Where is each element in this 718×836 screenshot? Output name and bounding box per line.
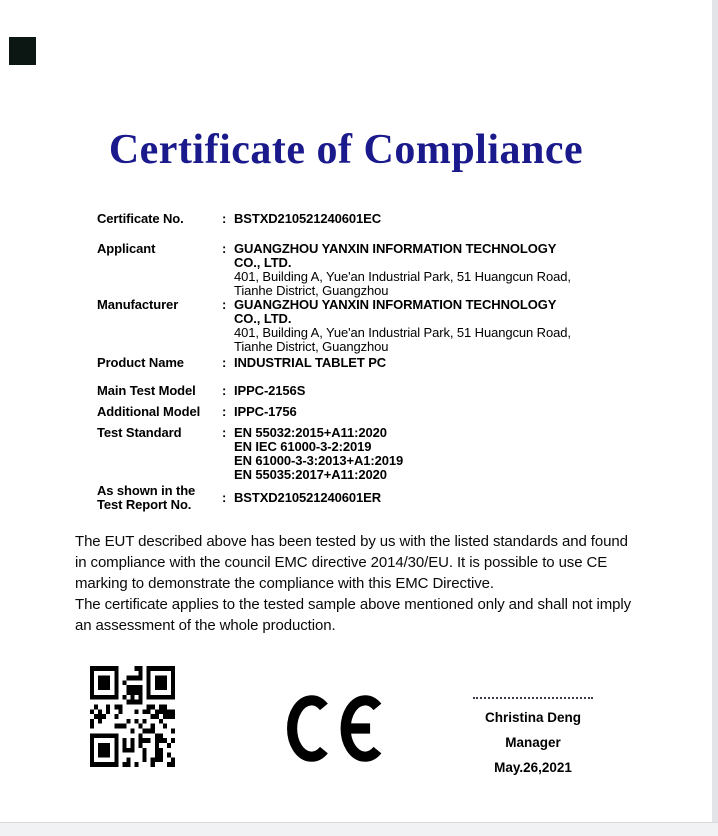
signature-date: May.26,2021 bbox=[494, 760, 572, 775]
declaration-line: in compliance with the council EMC directive 2014/30/EU. It is possible to use CE bbox=[75, 554, 608, 571]
field-value-line: IPPC-2156S bbox=[234, 383, 306, 398]
qr-code bbox=[90, 666, 175, 767]
signature-block bbox=[443, 697, 623, 780]
field-value-line: INDUSTRIAL TABLET PC bbox=[234, 355, 387, 370]
signature-role: Manager bbox=[505, 735, 561, 750]
field-colon: : bbox=[222, 490, 227, 505]
declaration-line: an assessment of the whole production. bbox=[75, 617, 336, 634]
signature-name: Christina Deng bbox=[484, 710, 581, 725]
field-value bbox=[234, 426, 678, 482]
field-row bbox=[97, 356, 678, 370]
signature-dotted-line bbox=[473, 697, 593, 699]
field-value-line: EN 61000-3-3:2013+A1:2019 bbox=[234, 453, 404, 468]
field-value-line: 401, Building A, Yue'an Industrial Park, 51 Huangcun Road, bbox=[234, 269, 571, 284]
field-value bbox=[234, 491, 678, 505]
field-value-line: CO., LTD. bbox=[234, 311, 292, 326]
field-row bbox=[97, 298, 678, 354]
declaration-text bbox=[75, 531, 678, 636]
field-colon: : bbox=[222, 383, 227, 398]
declaration-line: marking to demonstrate the compliance with this EMC Directive. bbox=[75, 575, 494, 592]
certificate-fields-section bbox=[97, 212, 678, 512]
field-colon: : bbox=[222, 404, 227, 419]
field-row bbox=[97, 212, 678, 226]
field-value bbox=[234, 212, 678, 226]
field-label: Main Test Model bbox=[97, 383, 196, 398]
declaration-line: The EUT described above has been tested by us with the listed standards and found bbox=[75, 533, 628, 550]
field-row bbox=[97, 242, 678, 298]
field-row bbox=[97, 405, 678, 419]
declaration-line: The certificate applies to the tested sample above mentioned only and shall not imply bbox=[75, 596, 631, 613]
field-value bbox=[234, 356, 678, 370]
field-value-line: 401, Building A, Yue'an Industrial Park, 51 Huangcun Road, bbox=[234, 325, 571, 340]
field-value-line: BSTXD210521240601EC bbox=[234, 211, 381, 226]
field-label: Applicant bbox=[97, 241, 156, 256]
field-value-line: EN IEC 61000-3-2:2019 bbox=[234, 439, 372, 454]
field-row bbox=[97, 484, 678, 512]
field-value-line: EN 55032:2015+A11:2020 bbox=[234, 425, 387, 440]
field-value bbox=[234, 405, 678, 419]
field-label: Product Name bbox=[97, 355, 184, 370]
field-label: As shown in the Test Report No. bbox=[97, 483, 196, 512]
field-value-line: IPPC-1756 bbox=[234, 404, 297, 419]
field-row bbox=[97, 426, 678, 482]
field-label: Manufacturer bbox=[97, 297, 179, 312]
field-label: Certificate No. bbox=[97, 211, 184, 226]
dark-corner-mark bbox=[9, 37, 36, 65]
bottom-edge-strip bbox=[0, 822, 718, 836]
field-value-line: Tianhe District, Guangzhou bbox=[234, 283, 389, 298]
field-value-line: BSTXD210521240601ER bbox=[234, 490, 381, 505]
field-value-line: EN 55035:2017+A11:2020 bbox=[234, 467, 387, 482]
certificate-title: Certificate of Compliance bbox=[108, 127, 584, 173]
ce-mark-logo bbox=[287, 692, 383, 765]
field-colon: : bbox=[222, 241, 227, 256]
field-value-line: GUANGZHOU YANXIN INFORMATION TECHNOLOGY bbox=[234, 297, 557, 312]
field-value bbox=[234, 242, 678, 298]
field-colon: : bbox=[222, 297, 227, 312]
field-value bbox=[234, 298, 678, 354]
field-label: Test Standard bbox=[97, 425, 182, 440]
ce-letter-c bbox=[292, 700, 324, 756]
field-colon: : bbox=[222, 425, 227, 440]
field-row bbox=[97, 384, 678, 398]
field-value-line: Tianhe District, Guangzhou bbox=[234, 339, 389, 354]
scrollbar-track[interactable] bbox=[712, 0, 718, 822]
field-colon: : bbox=[222, 355, 227, 370]
field-colon: : bbox=[222, 211, 227, 226]
field-value-line: CO., LTD. bbox=[234, 255, 292, 270]
field-value bbox=[234, 384, 678, 398]
field-label: Additional Model bbox=[97, 404, 201, 419]
field-value-line: GUANGZHOU YANXIN INFORMATION TECHNOLOGY bbox=[234, 241, 557, 256]
